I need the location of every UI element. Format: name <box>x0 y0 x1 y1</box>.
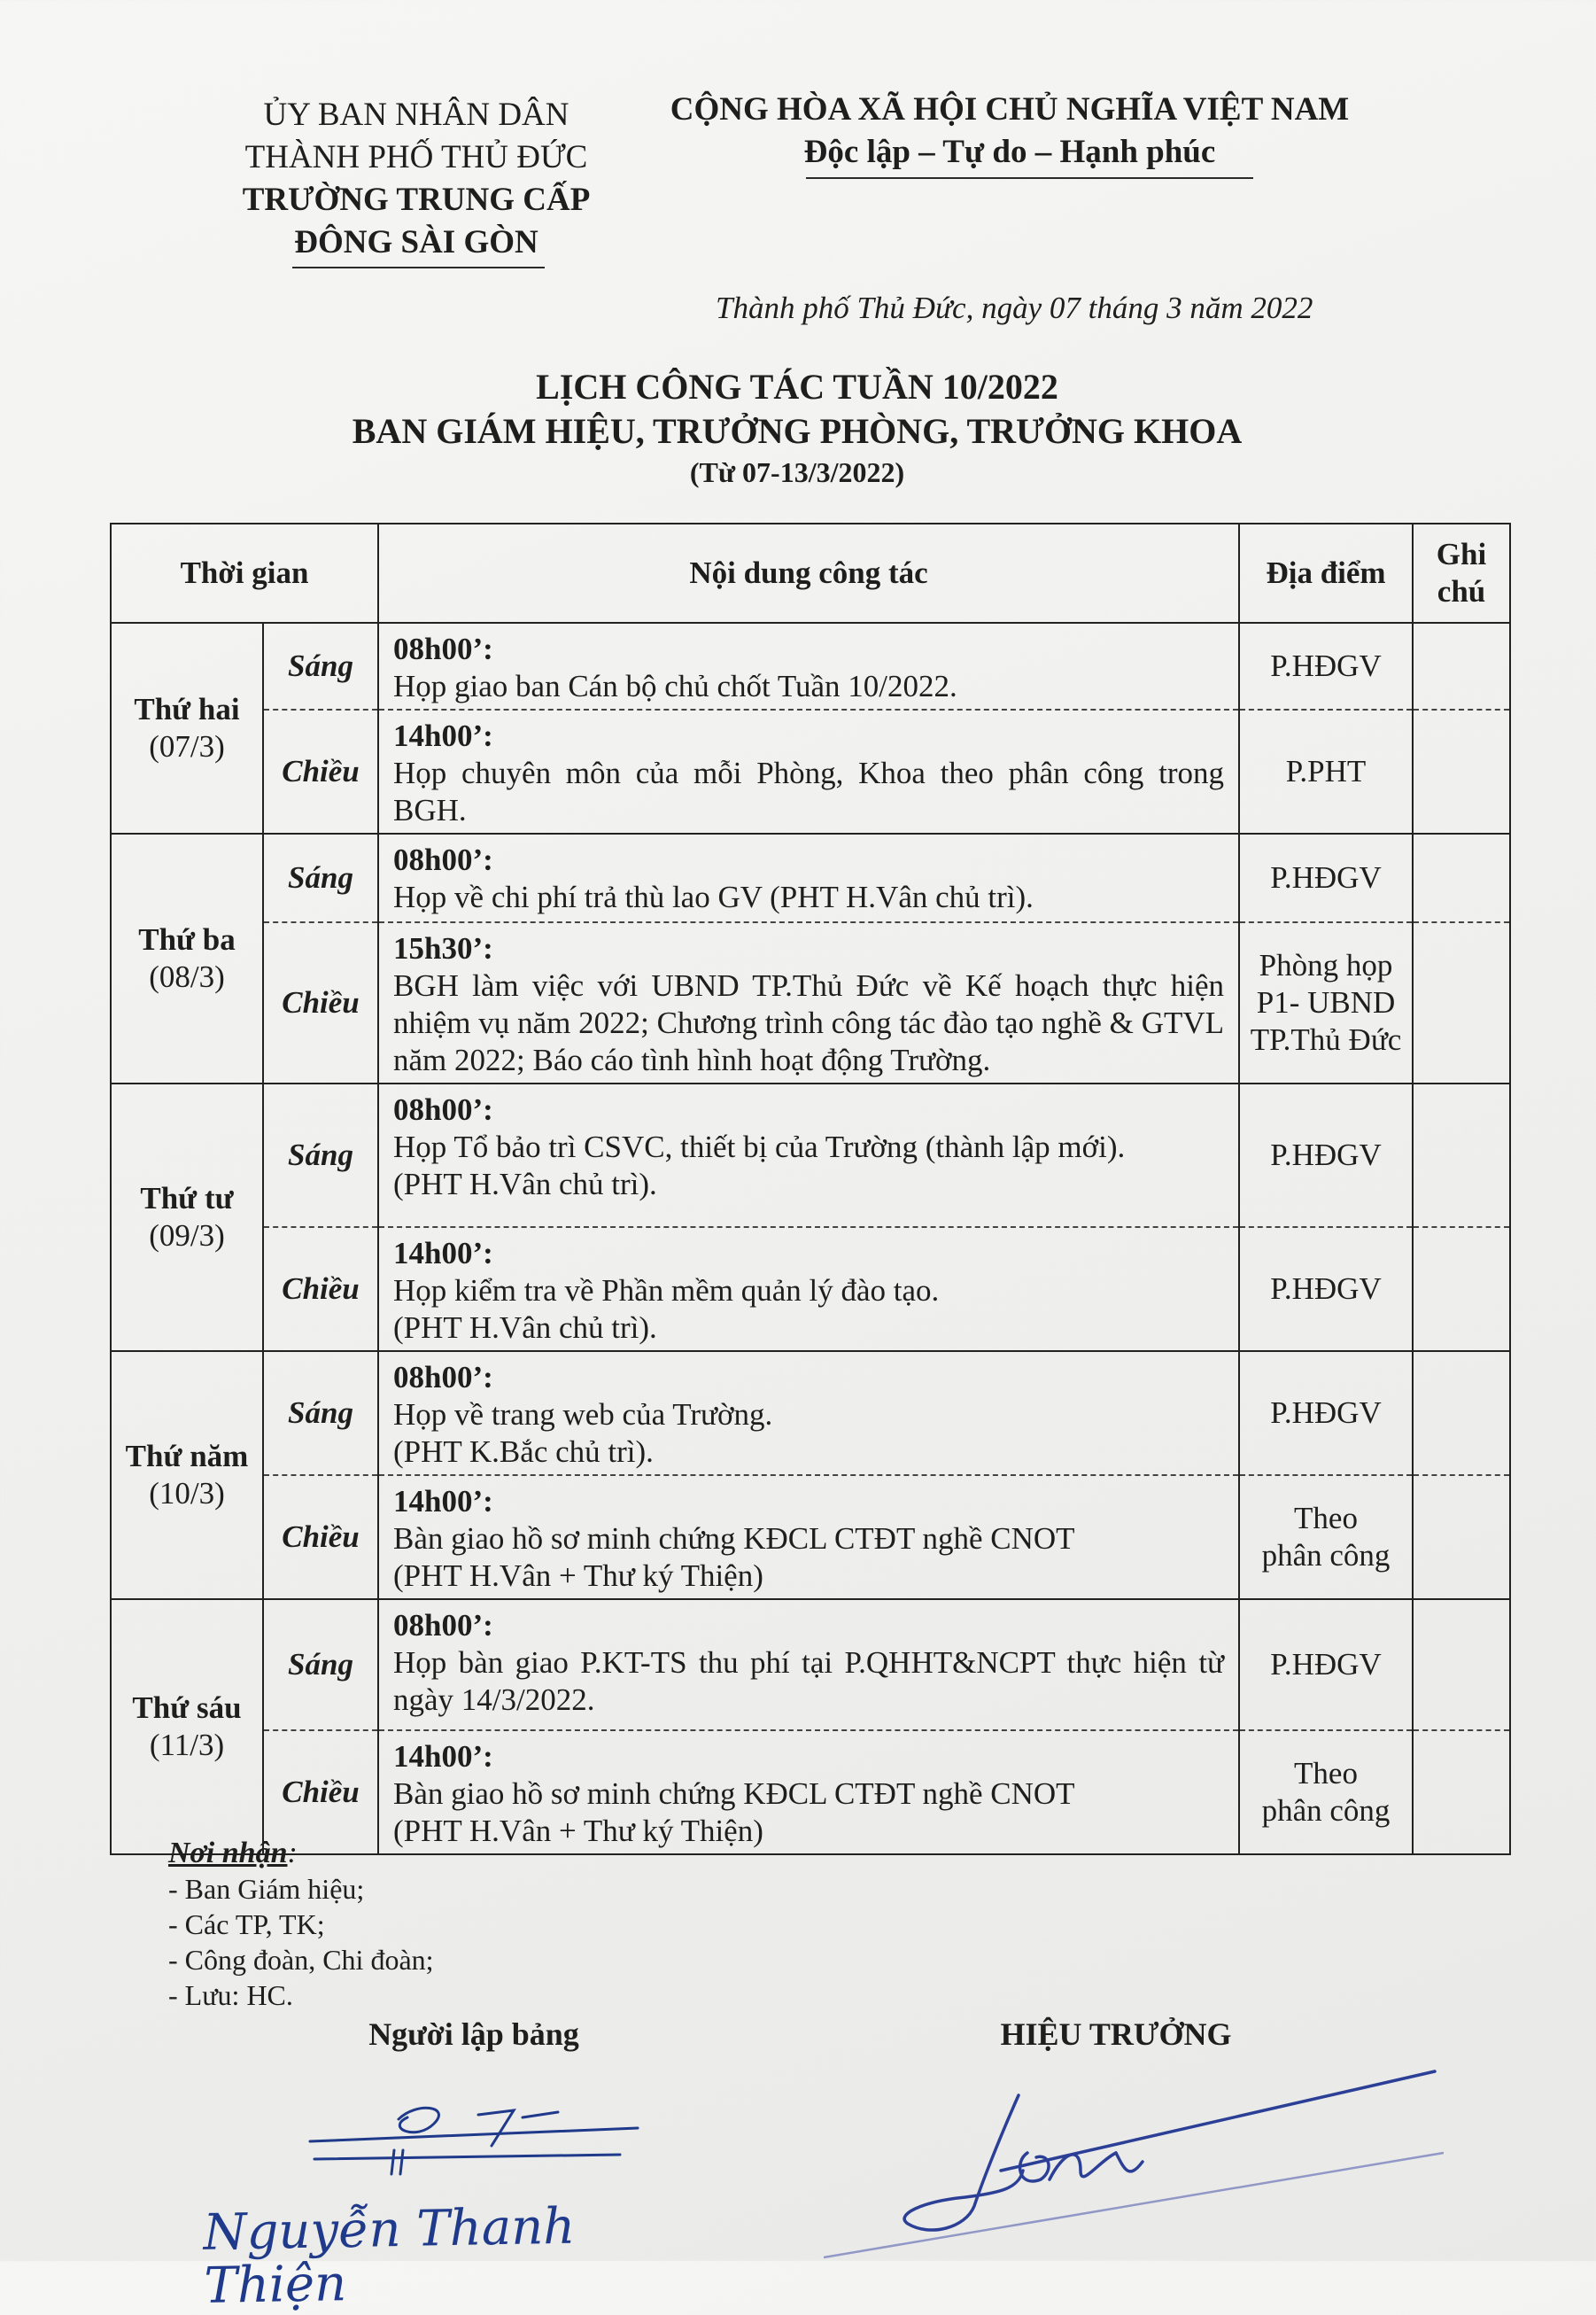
motto-underline <box>806 177 1253 179</box>
recipient-item: - Lưu: HC. <box>168 1979 293 2011</box>
recipients-block <box>168 1836 700 2013</box>
place-text: P.HĐGV <box>1270 1271 1382 1306</box>
day-date: (09/3) <box>149 1218 225 1253</box>
place-text: P.HĐGV <box>1270 1395 1382 1430</box>
day-date: (07/3) <box>149 729 225 764</box>
note-cell <box>1413 1475 1510 1599</box>
day-name: Thứ sáu <box>132 1690 242 1725</box>
content-cell <box>378 1227 1239 1351</box>
date-line: Thành phố Thủ Đức, ngày 07 tháng 3 năm 2022 <box>716 291 1313 325</box>
day-cell <box>111 834 263 1084</box>
title-line-3: (Từ 07-13/3/2022) <box>689 456 905 488</box>
session-label: Sáng <box>263 623 378 710</box>
table-row <box>111 922 1510 1084</box>
session-text: (PHT K.Bắc chủ trì). <box>393 1434 654 1469</box>
place-cell <box>1239 1730 1413 1854</box>
content-cell <box>378 710 1239 834</box>
session-label: Chiều <box>263 1227 378 1351</box>
place-text: TP.Thủ Đức <box>1250 1022 1402 1057</box>
session-text: Họp về trang web của Trường. <box>393 1397 773 1432</box>
place-text: Theo <box>1294 1756 1358 1791</box>
place-text: phân công <box>1261 1538 1391 1573</box>
header-time: Thời gian <box>111 524 378 623</box>
day-date: (11/3) <box>149 1728 225 1762</box>
place-text: P.PHT <box>1285 754 1367 788</box>
preparer-name: Nguyễn Thanh Thiện <box>202 2197 576 2315</box>
document-title <box>177 365 1417 491</box>
header-place: Địa điểm <box>1239 524 1413 623</box>
place-text: P.HĐGV <box>1270 649 1382 683</box>
day-name: Thứ hai <box>134 692 240 726</box>
session-time: 14h00’: <box>393 719 493 753</box>
session-text: (PHT H.Vân chủ trì). <box>393 1167 657 1201</box>
header-content: Nội dung công tác <box>378 524 1239 623</box>
table-row <box>111 834 1510 922</box>
session-time: 14h00’: <box>393 1739 493 1774</box>
recipient-item: - Công đoàn, Chi đoàn; <box>168 1944 434 1976</box>
place-text: P.HĐGV <box>1270 860 1382 895</box>
recipient-item: - Các TP, TK; <box>168 1908 325 1940</box>
note-cell <box>1413 1351 1510 1475</box>
place-cell <box>1239 710 1413 834</box>
session-time: 14h00’: <box>393 1484 493 1519</box>
session-label: Chiều <box>263 1475 378 1599</box>
session-time: 08h00’: <box>393 843 493 877</box>
day-name: Thứ ba <box>138 922 236 957</box>
issuer-line-4: ĐÔNG SÀI GÒN <box>294 224 538 260</box>
session-label: Chiều <box>263 1730 378 1854</box>
session-label: Chiều <box>263 922 378 1084</box>
place-cell <box>1239 1599 1413 1730</box>
national-motto: Độc lập – Tự do – Hạnh phúc <box>803 134 1216 170</box>
content-cell <box>378 1084 1239 1227</box>
session-text: Họp về chi phí trả thù lao GV (PHT H.Vân chủ trì). <box>393 880 1034 914</box>
table-row <box>111 623 1510 710</box>
session-text: Bàn giao hồ sơ minh chứng KĐCL CTĐT nghề CNOT <box>393 1776 1075 1811</box>
session-time: 08h00’: <box>393 1360 493 1394</box>
day-date: (10/3) <box>149 1476 225 1511</box>
table-row <box>111 1351 1510 1475</box>
issuer-underline <box>292 267 545 268</box>
session-text: (PHT H.Vân + Thư ký Thiện) <box>393 1558 763 1593</box>
table-header-row <box>111 524 1510 623</box>
day-cell <box>111 1084 263 1351</box>
place-text: P.HĐGV <box>1270 1138 1382 1172</box>
title-line-2: BAN GIÁM HIỆU, TRƯỞNG PHÒNG, TRƯỞNG KHOA <box>352 411 1243 451</box>
table-row <box>111 1227 1510 1351</box>
day-name: Thứ tư <box>140 1181 234 1216</box>
table-row <box>111 710 1510 834</box>
place-cell <box>1239 1351 1413 1475</box>
note-cell <box>1413 922 1510 1084</box>
session-text: Bàn giao hồ sơ minh chứng KĐCL CTĐT nghề CNOT <box>393 1521 1075 1556</box>
day-cell <box>111 1599 263 1854</box>
note-cell <box>1413 623 1510 710</box>
session-text: Họp giao ban Cán bộ chủ chốt Tuần 10/2022. <box>393 669 957 703</box>
place-text: P.HĐGV <box>1270 1647 1382 1682</box>
table-row <box>111 1599 1510 1730</box>
place-cell <box>1239 922 1413 1084</box>
session-text: Họp bàn giao P.KT-TS thu phí tại P.QHHT&NCPT thực hiện từ ngày 14/3/2022. <box>393 1645 1225 1717</box>
content-cell <box>378 1351 1239 1475</box>
table-row <box>111 1084 1510 1227</box>
session-time: 08h00’: <box>393 1092 493 1127</box>
preparer-title: Người lập bảng <box>368 2016 579 2052</box>
session-text: (PHT H.Vân + Thư ký Thiện) <box>393 1814 763 1848</box>
content-cell <box>378 1599 1239 1730</box>
recipient-item: - Ban Giám hiệu; <box>168 1873 365 1905</box>
place-cell <box>1239 834 1413 922</box>
issuer-block <box>177 94 655 264</box>
table-row <box>111 1475 1510 1599</box>
session-text: Họp kiểm tra về Phần mềm quản lý đào tạo. <box>393 1273 940 1308</box>
note-cell <box>1413 1227 1510 1351</box>
header-note-line-1: Ghi <box>1436 537 1487 571</box>
session-label: Sáng <box>263 1351 378 1475</box>
day-cell <box>111 1351 263 1599</box>
issuer-line-3: TRƯỜNG TRUNG CẤP <box>242 182 591 218</box>
content-cell <box>378 922 1239 1084</box>
national-heading <box>655 89 1364 174</box>
session-time: 14h00’: <box>393 1236 493 1270</box>
issuer-line-1: ỦY BAN NHÂN DÂN <box>263 97 569 133</box>
session-label: Sáng <box>263 834 378 922</box>
session-text: Họp Tổ bảo trì CSVC, thiết bị của Trường (thành lập mới). <box>393 1130 1126 1164</box>
principal-title: HIỆU TRƯỞNG <box>1000 2016 1232 2052</box>
place-cell <box>1239 1475 1413 1599</box>
session-time: 08h00’: <box>393 632 493 666</box>
header-note-line-2: chú <box>1437 574 1486 609</box>
recipients-heading: Nơi nhận: <box>168 1837 298 1869</box>
session-time: 15h30’: <box>393 931 493 966</box>
content-cell <box>378 834 1239 922</box>
note-cell <box>1413 834 1510 922</box>
session-text: (PHT H.Vân chủ trì). <box>393 1310 657 1345</box>
note-cell <box>1413 1730 1510 1854</box>
place-text: Phòng họp <box>1259 948 1393 983</box>
principal-signature <box>824 2055 1444 2261</box>
title-line-1: LỊCH CÔNG TÁC TUẦN 10/2022 <box>536 367 1058 407</box>
header-note <box>1413 524 1510 623</box>
schedule-table <box>110 523 1511 1855</box>
place-text: Theo <box>1294 1501 1358 1535</box>
issuer-line-2: THÀNH PHỐ THỦ ĐỨC <box>244 139 588 175</box>
session-label: Sáng <box>263 1084 378 1227</box>
session-label: Sáng <box>263 1599 378 1730</box>
session-text: BGH làm việc với UBND TP.Thủ Đức về Kế hoạch thực hiện nhiệm vụ năm 2022; Chương trình công tác đào tạo nghề & GTVL năm 2022; Báo cáo tình hình hoạt động Trường. <box>393 968 1225 1077</box>
note-cell <box>1413 1599 1510 1730</box>
session-text: Họp chuyên môn của mỗi Phòng, Khoa theo phân công trong BGH. <box>393 756 1225 827</box>
day-date: (08/3) <box>149 959 225 994</box>
content-cell <box>378 623 1239 710</box>
place-text: P1- UBND <box>1256 985 1396 1020</box>
session-time: 08h00’: <box>393 1608 493 1643</box>
preparer-signature <box>301 2093 655 2181</box>
place-cell <box>1239 1084 1413 1227</box>
place-cell <box>1239 623 1413 710</box>
content-cell <box>378 1475 1239 1599</box>
day-name: Thứ năm <box>125 1439 249 1473</box>
national-heading-line-1: CỘNG HÒA XÃ HỘI CHỦ NGHĨA VIỆT NAM <box>670 91 1350 128</box>
place-cell <box>1239 1227 1413 1351</box>
note-cell <box>1413 1084 1510 1227</box>
place-text: phân công <box>1261 1793 1391 1828</box>
note-cell <box>1413 710 1510 834</box>
day-cell <box>111 623 263 834</box>
session-label: Chiều <box>263 710 378 834</box>
